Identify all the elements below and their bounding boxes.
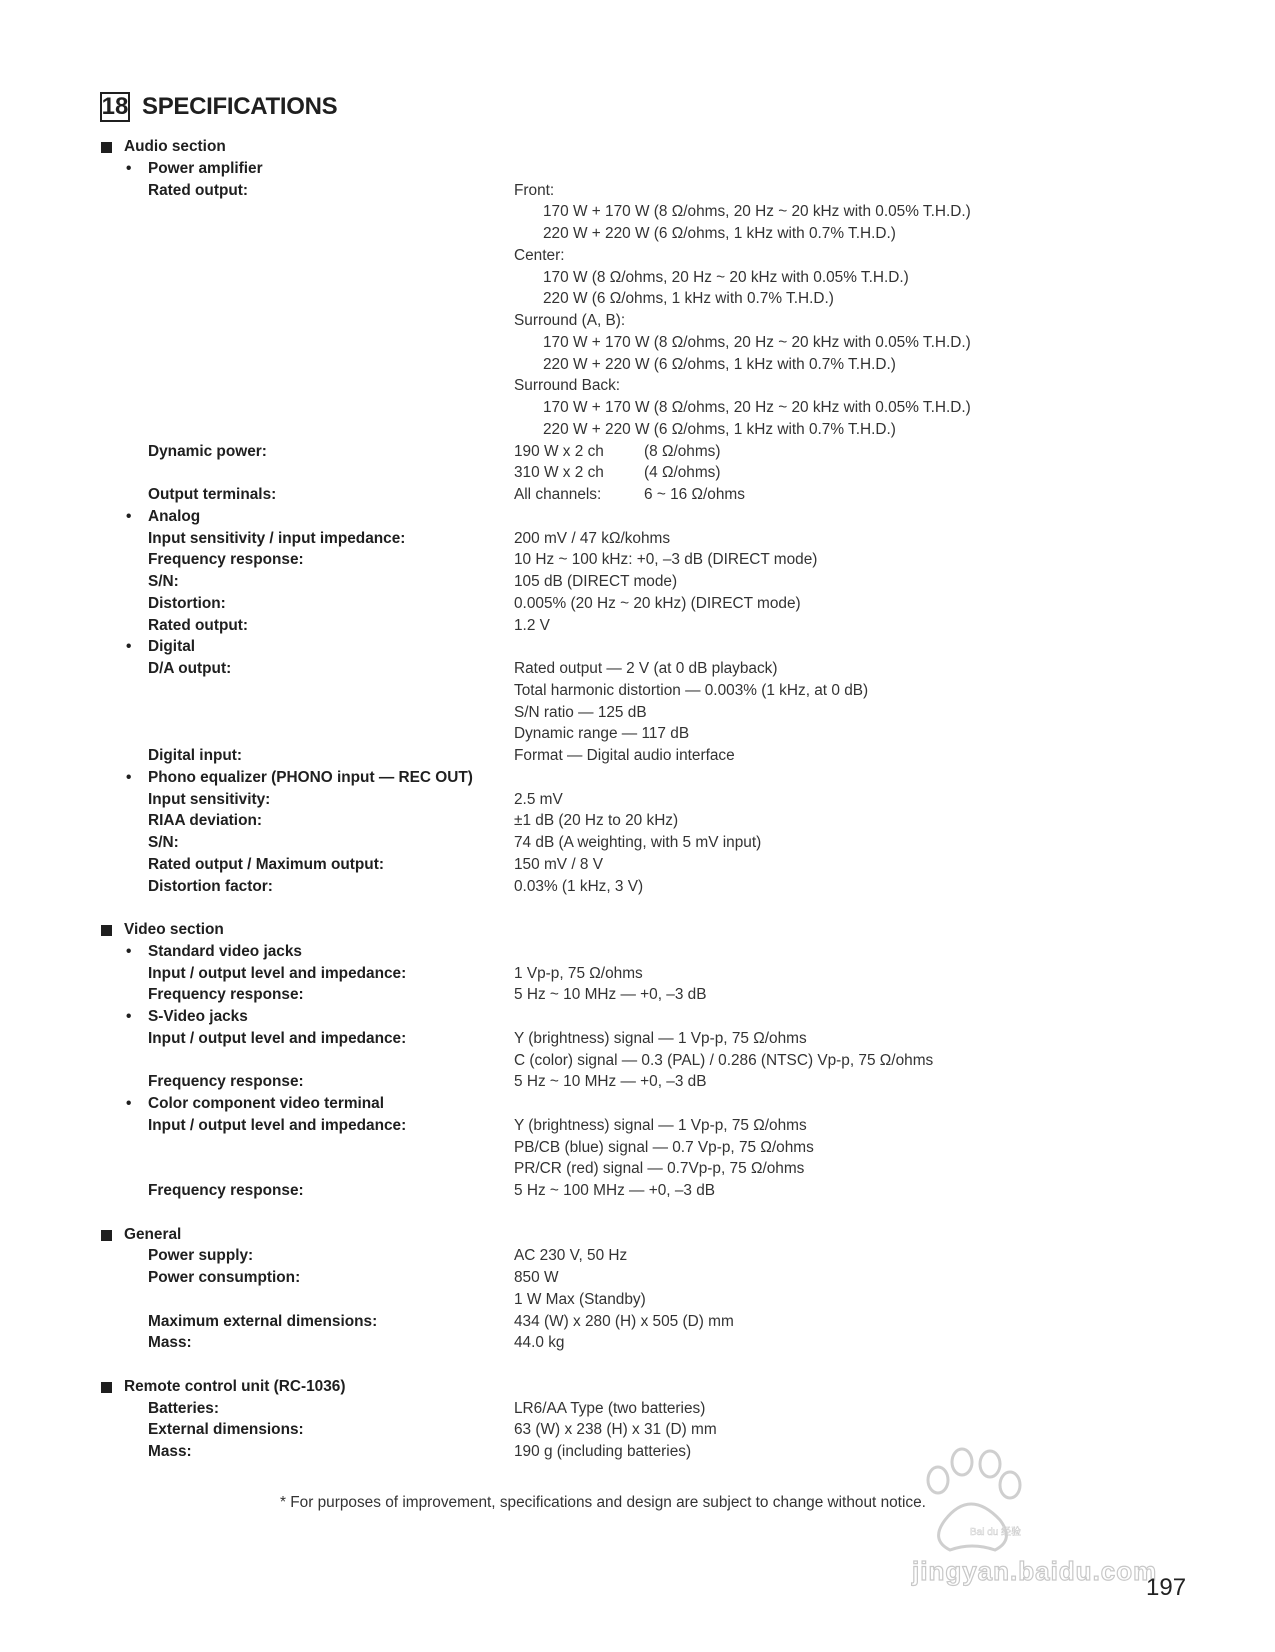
spec-value-text: S/N ratio — 125 dB (514, 703, 647, 721)
spec-row (100, 1115, 1200, 1137)
square-bullet-icon (101, 1230, 112, 1241)
spec-row (100, 1050, 1200, 1072)
spec-value-text: 220 W (6 Ω/ohms, 1 kHz with 0.7% T.H.D.) (543, 290, 834, 308)
spec-row (100, 876, 1200, 898)
spec-label: Mass: (148, 1443, 192, 1460)
spec-row (100, 702, 1200, 724)
spec-value-text: 200 mV / 47 kΩ/kohms (514, 529, 671, 547)
spec-value-text: 190 g (including batteries) (514, 1443, 692, 1460)
spec-row (100, 1267, 1200, 1289)
spec-label: Rated output: (148, 616, 249, 634)
spec-value-text: 220 W + 220 W (6 Ω/ohms, 1 kHz with 0.7% T.H.D.) (543, 420, 896, 438)
spec-row (100, 1245, 1200, 1267)
bullet-icon: • (126, 1008, 132, 1025)
bullet-icon: • (126, 638, 132, 656)
spec-value-text: PR/CR (red) signal — 0.7Vp-p, 75 Ω/ohms (514, 1160, 805, 1178)
spec-label: Input / output level and impedance: (148, 1116, 407, 1134)
spec-value (514, 549, 817, 571)
spec-label: Dynamic power: (148, 442, 267, 460)
spec-row (100, 419, 1200, 441)
spec-row (100, 158, 1200, 180)
spec-value-text: 170 W + 170 W (8 Ω/ohms, 20 Hz ~ 20 kHz with 0.05% T.H.D.) (543, 399, 971, 416)
spec-label: Power consumption: (148, 1269, 301, 1286)
spec-row (100, 571, 1200, 593)
spec-value (514, 1441, 691, 1463)
spec-row (100, 1158, 1200, 1180)
square-bullet-icon (101, 925, 112, 936)
spec-value-text: 5 Hz ~ 100 MHz — +0, –3 dB (514, 1182, 716, 1199)
spec-value-text: 105 dB (DIRECT mode) (514, 573, 678, 590)
spec-value-text: 0.005% (20 Hz ~ 20 kHz) (DIRECT mode) (514, 594, 801, 612)
spec-row (100, 245, 1200, 267)
spec-value (514, 680, 868, 702)
spec-value (514, 1289, 646, 1311)
spec-label: Input / output level and impedance: (148, 964, 407, 982)
spec-label: Output terminals: (148, 486, 277, 503)
spec-row (100, 354, 1200, 376)
spec-row (100, 223, 1200, 245)
subsection-heading: Power amplifier (148, 159, 263, 177)
spec-row (100, 1419, 1200, 1441)
spec-label: Input / output level and impedance: (148, 1029, 407, 1047)
spec-label: S/N: (148, 573, 179, 590)
spec-row (100, 984, 1200, 1006)
section-number: 18 (101, 93, 129, 120)
spec-value-text: 150 mV / 8 V (514, 855, 603, 873)
spec-value (514, 1267, 558, 1289)
spec-value-text: Y (brightness) signal — 1 Vp-p, 75 Ω/ohms (514, 1116, 807, 1134)
spacer (100, 1354, 1200, 1376)
spec-label: RIAA deviation: (148, 812, 263, 830)
spec-row (100, 332, 1200, 354)
spec-label: Frequency response: (148, 551, 304, 569)
spec-value (514, 484, 745, 506)
spec-value (514, 810, 678, 832)
section-heading: Video section (124, 921, 224, 938)
spec-row (100, 658, 1200, 680)
spec-label: Digital input: (148, 747, 243, 764)
spec-row (100, 1006, 1200, 1028)
spec-label: Frequency response: (148, 986, 304, 1004)
spec-row (100, 397, 1200, 419)
spec-value (514, 1071, 706, 1093)
spec-row (100, 549, 1200, 571)
spec-row (100, 267, 1200, 289)
bullet-icon: • (126, 507, 132, 525)
spec-value-text: Rated output — 2 V (at 0 dB playback) (514, 660, 778, 677)
spec-value-text: 170 W + 170 W (8 Ω/ohms, 20 Hz ~ 20 kHz with 0.05% T.H.D.) (543, 203, 971, 221)
spec-row (100, 810, 1200, 832)
spec-value (514, 984, 706, 1006)
spec-value-extra: (8 Ω/ohms) (644, 442, 721, 460)
section-heading: General (124, 1225, 182, 1243)
spec-value-text: All channels: (514, 486, 602, 503)
spec-value (514, 310, 625, 332)
bullet-icon: • (126, 159, 132, 177)
spec-value (514, 1115, 807, 1137)
spec-row (100, 1311, 1200, 1333)
spec-row (100, 723, 1200, 745)
spec-value (514, 1050, 933, 1072)
spec-value-text: 190 W x 2 ch (514, 442, 604, 460)
spec-row (100, 462, 1200, 484)
spec-value-text: 310 W x 2 ch (514, 464, 604, 482)
spec-row (100, 1028, 1200, 1050)
spec-label: Input sensitivity: (148, 790, 271, 808)
spec-value (514, 462, 721, 484)
spec-value-text: 1 Vp-p, 75 Ω/ohms (514, 964, 643, 982)
subsection-heading: Analog (148, 507, 201, 525)
spec-value (514, 441, 721, 463)
spec-value-extra: 6 ~ 16 Ω/ohms (644, 486, 745, 503)
spec-row (100, 941, 1200, 963)
footnote: * For purposes of improvement, specifications and design are subject to change without notice. (280, 1494, 926, 1511)
section-header (100, 90, 337, 124)
spec-row (100, 1180, 1200, 1202)
spec-row (100, 136, 1200, 158)
spec-value-text: AC 230 V, 50 Hz (514, 1247, 628, 1265)
spec-row (100, 615, 1200, 637)
spec-value (514, 245, 564, 267)
page-number: 197 (1146, 1574, 1187, 1601)
square-bullet-icon (101, 142, 112, 153)
spec-value (514, 723, 689, 745)
spec-value (514, 745, 735, 767)
spec-value-text: Total harmonic distortion — 0.003% (1 kHz, at 0 dB) (514, 681, 869, 699)
subsection-heading: Standard video jacks (148, 942, 302, 960)
spec-value (543, 397, 971, 419)
spec-value (514, 963, 643, 985)
spec-value (514, 854, 603, 876)
spec-row (100, 1332, 1200, 1354)
spec-label: Distortion factor: (148, 877, 273, 895)
spec-row (100, 767, 1200, 789)
spec-label: S/N: (148, 834, 179, 851)
spec-row (100, 680, 1200, 702)
spec-value (543, 332, 971, 354)
spec-label: Distortion: (148, 594, 226, 612)
spec-value-text: Surround (A, B): (514, 312, 626, 329)
spec-value-text: 1 W Max (Standby) (514, 1290, 646, 1308)
section-heading: Audio section (124, 138, 226, 155)
spec-value-text: Front: (514, 181, 555, 199)
spec-value (514, 876, 643, 898)
spec-row (100, 636, 1200, 658)
spec-value-text: Y (brightness) signal — 1 Vp-p, 75 Ω/ohms (514, 1029, 807, 1047)
spec-row (100, 288, 1200, 310)
spec-value-text: 74 dB (A weighting, with 5 mV input) (514, 834, 762, 851)
spec-value-text: 10 Hz ~ 100 kHz: +0, –3 dB (DIRECT mode) (514, 551, 818, 569)
spec-value-text: 5 Hz ~ 10 MHz — +0, –3 dB (514, 986, 707, 1004)
spec-value (514, 180, 554, 202)
spacer (100, 1202, 1200, 1224)
spec-value (514, 1311, 734, 1333)
spec-value-text: LR6/AA Type (two batteries) (514, 1399, 706, 1417)
spec-row (100, 1289, 1200, 1311)
bullet-icon: • (126, 1095, 132, 1112)
spec-row (100, 919, 1200, 941)
subsection-heading: Digital (148, 638, 196, 656)
spacer (100, 897, 1200, 919)
bullet-icon: • (126, 942, 132, 960)
spec-value (514, 789, 563, 811)
spec-row (100, 201, 1200, 223)
bullet-icon: • (126, 768, 132, 786)
spec-value (514, 375, 620, 397)
spec-label: Batteries: (148, 1399, 219, 1417)
spec-row (100, 310, 1200, 332)
spec-value (514, 832, 761, 854)
subsection-heading: Color component video terminal (148, 1095, 385, 1112)
spec-value (514, 1398, 705, 1420)
subsection-heading: Phono equalizer (PHONO input — REC OUT) (148, 768, 473, 786)
spec-value (514, 593, 801, 615)
spec-label: D/A output: (148, 660, 232, 677)
spec-value-text: 434 (W) x 280 (H) x 505 (D) mm (514, 1312, 734, 1330)
spec-value (514, 702, 647, 724)
spec-value-text: PB/CB (blue) signal — 0.7 Vp-p, 75 Ω/ohms (514, 1138, 814, 1156)
spec-value-text: Surround Back: (514, 377, 621, 395)
page-title: SPECIFICATIONS (142, 93, 338, 120)
spec-value (514, 1332, 565, 1354)
spec-row (100, 745, 1200, 767)
spec-label: Frequency response: (148, 1073, 304, 1091)
spec-value (514, 1158, 804, 1180)
spec-value-text: Center: (514, 246, 565, 264)
spec-value-extra: (4 Ω/ohms) (644, 464, 721, 482)
square-bullet-icon (101, 1382, 112, 1393)
spec-value (514, 1419, 717, 1441)
spec-row (100, 484, 1200, 506)
spec-row (100, 963, 1200, 985)
spec-value-text: 170 W + 170 W (8 Ω/ohms, 20 Hz ~ 20 kHz with 0.05% T.H.D.) (543, 333, 971, 351)
spec-label: Frequency response: (148, 1182, 304, 1199)
spec-row (100, 441, 1200, 463)
section-heading: Remote control unit (RC-1036) (124, 1377, 346, 1395)
spec-value (543, 267, 909, 289)
spec-value-text: Dynamic range — 117 dB (514, 725, 690, 743)
spec-label: Rated output / Maximum output: (148, 855, 384, 873)
spec-value (514, 1028, 807, 1050)
spec-value-text: 2.5 mV (514, 790, 563, 808)
spec-row (100, 789, 1200, 811)
spec-value (514, 1180, 715, 1202)
subsection-heading: S-Video jacks (148, 1008, 248, 1025)
spec-value-text: 1.2 V (514, 616, 550, 634)
spec-label: Mass: (148, 1334, 192, 1352)
spec-value-text: 5 Hz ~ 10 MHz — +0, –3 dB (514, 1073, 707, 1091)
spec-value-text: C (color) signal — 0.3 (PAL) / 0.286 (NTSC) Vp-p, 75 Ω/ohms (514, 1051, 934, 1069)
spec-value (514, 615, 550, 637)
spec-row (100, 1224, 1200, 1246)
spec-value-text: 170 W (8 Ω/ohms, 20 Hz ~ 20 kHz with 0.05% T.H.D.) (543, 268, 909, 286)
watermark-url: jingyan.baidu.com (912, 1556, 1158, 1586)
spec-value (543, 354, 896, 376)
spec-value-text: 850 W (514, 1269, 559, 1286)
spec-value-text: ±1 dB (20 Hz to 20 kHz) (514, 812, 679, 830)
spec-value (514, 571, 677, 593)
spec-row (100, 593, 1200, 615)
spec-value-text: 44.0 kg (514, 1334, 565, 1352)
specifications-list (100, 136, 1200, 1463)
spec-value (543, 288, 834, 310)
spec-value (543, 419, 896, 441)
spec-row (100, 1398, 1200, 1420)
spec-value-text: 63 (W) x 238 (H) x 31 (D) mm (514, 1421, 717, 1439)
spec-row (100, 528, 1200, 550)
spec-value-text: 220 W + 220 W (6 Ω/ohms, 1 kHz with 0.7% T.H.D.) (543, 355, 896, 373)
spec-row (100, 832, 1200, 854)
spec-row (100, 1093, 1200, 1115)
spec-value (543, 201, 971, 223)
spec-value (514, 658, 778, 680)
spec-value (514, 528, 670, 550)
spec-row (100, 506, 1200, 528)
spec-value (543, 223, 896, 245)
spec-row (100, 180, 1200, 202)
spec-label: Power supply: (148, 1247, 254, 1265)
spec-row (100, 854, 1200, 876)
spec-row (100, 1071, 1200, 1093)
spec-value-text: 220 W + 220 W (6 Ω/ohms, 1 kHz with 0.7% T.H.D.) (543, 225, 896, 242)
spec-label: External dimensions: (148, 1421, 304, 1439)
spec-value (514, 1245, 627, 1267)
spec-value (514, 1137, 814, 1159)
spec-value-text: Format — Digital audio interface (514, 747, 735, 764)
spec-label: Input sensitivity / input impedance: (148, 529, 406, 547)
spec-row (100, 1137, 1200, 1159)
spec-value-text: 0.03% (1 kHz, 3 V) (514, 877, 644, 895)
spec-label: Maximum external dimensions: (148, 1312, 378, 1330)
spec-label: Rated output: (148, 181, 249, 199)
spec-row (100, 1376, 1200, 1398)
watermark-text: Bai du 经验 (970, 1527, 1022, 1538)
spec-row (100, 375, 1200, 397)
